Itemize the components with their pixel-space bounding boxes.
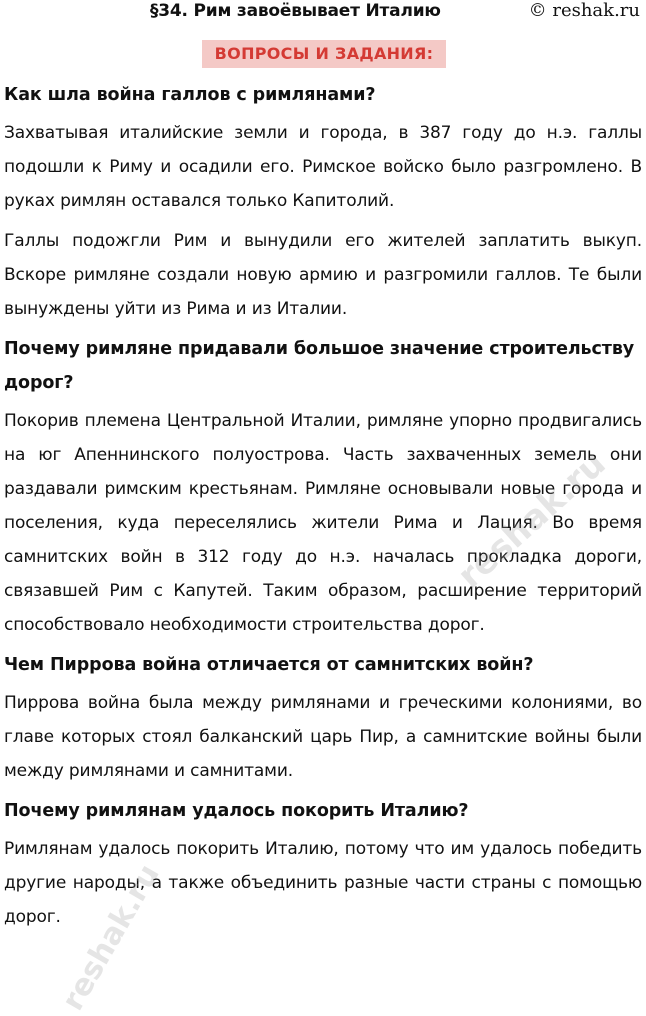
qa-content — [4, 78, 642, 940]
page-header — [0, 0, 646, 30]
question-heading: Почему римляне придавали большое значение строительству дорог? — [4, 339, 635, 393]
qa-section-2 — [4, 332, 642, 642]
answer-paragraph: Захватывая италийские земли и города, в 387 году до н.э. галлы подошли к Риму и осадили его. Римское войско было разгромлено. В руках римлян оставался только Капитолий. — [4, 123, 642, 211]
answer-paragraph: Пиррова война была между римлянами и греческими колониями, во главе которых стоял балканский царь Пир, а самнитские войны были между римлянами и самнитами. — [4, 693, 642, 781]
page-title: §34. Рим завоёвывает Италию — [150, 1, 441, 21]
answer-paragraph: Покорив племена Центральной Италии, римляне упорно продвигались на юг Апеннинского полуострова. Часть захваченных земель они раздавали римским крестьянам. Римляне основывали новые города и поселения, куда переселялись жители Рима и Лация. Во время самнитских войн в 312 году до н.э. началась прокладка дороги, связавшей Рим с Капутей. Таким образом, расширение территорий способствовало необходимости строительства дорог. — [4, 411, 642, 635]
section-banner: ВОПРОСЫ И ЗАДАНИЯ: — [202, 40, 446, 68]
qa-section-4 — [4, 794, 642, 934]
qa-section-3 — [4, 648, 642, 788]
question-heading: Как шла война галлов с римлянами? — [4, 85, 376, 105]
site-copyright: © reshak.ru — [528, 0, 640, 21]
question-heading: Чем Пиррова война отличается от самнитских войн? — [4, 655, 534, 675]
answer-paragraph: Галлы подожгли Рим и вынудили его жителей заплатить выкуп. Вскоре римляне создали новую армию и разгромили галлов. Те были вынуждены уйти из Рима и из Италии. — [4, 231, 642, 319]
watermark: reshak.ru — [55, 858, 167, 1016]
watermark: reshak.ru — [450, 443, 614, 597]
qa-section-1 — [4, 78, 642, 326]
question-heading: Почему римлянам удалось покорить Италию? — [4, 801, 469, 821]
answer-paragraph: Римлянам удалось покорить Италию, потому что им удалось победить другие народы, а также объединить разные части страны с помощью дорог. — [4, 839, 642, 927]
